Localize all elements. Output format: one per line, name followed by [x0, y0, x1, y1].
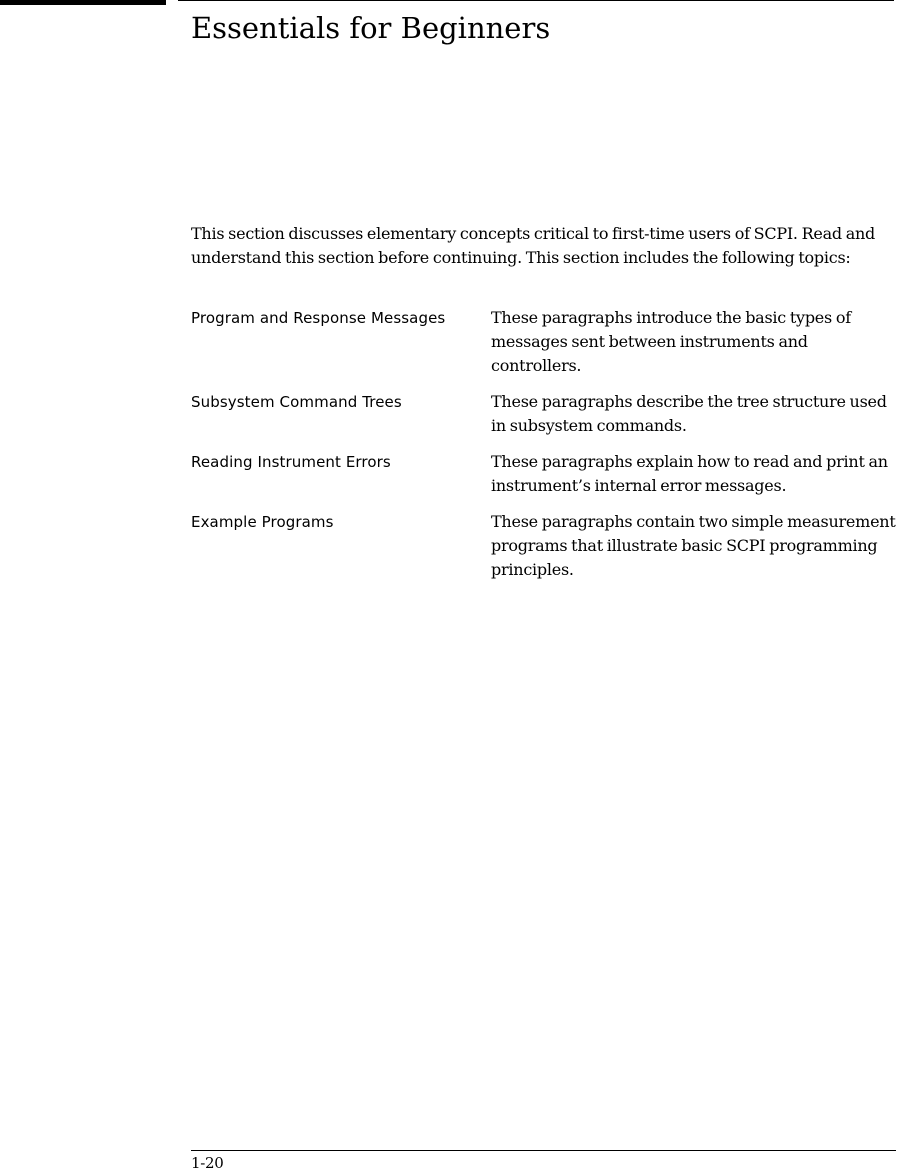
intro-paragraph: This section discusses elementary concepts critical to first-time users of SCPI. Read and understand this section before continuing. This section includes the following topics: — [191, 224, 876, 267]
topic-item — [191, 306, 896, 378]
section-marker-bar — [0, 0, 166, 5]
page-number: 1-20 — [191, 1154, 224, 1172]
topic-description: These paragraphs introduce the basic types of messages sent between instruments and controllers. — [491, 308, 851, 375]
topic-item — [191, 390, 896, 438]
topic-description: These paragraphs explain how to read and print an instrument’s internal error messages. — [491, 452, 888, 495]
topic-name: Subsystem Command Trees — [191, 393, 402, 411]
footer-rule — [191, 1150, 896, 1151]
header-rule — [178, 0, 894, 1]
topics-list — [191, 306, 896, 594]
topic-name: Reading Instrument Errors — [191, 453, 391, 471]
topic-name: Example Programs — [191, 513, 334, 531]
topic-item — [191, 510, 896, 582]
topic-item — [191, 450, 896, 498]
topic-description: These paragraphs describe the tree structure used in subsystem commands. — [491, 392, 887, 435]
topic-description: These paragraphs contain two simple measurement programs that illustrate basic SCPI programming principles. — [491, 512, 896, 579]
topic-name: Program and Response Messages — [191, 309, 446, 327]
page-title: Essentials for Beginners — [191, 11, 551, 45]
